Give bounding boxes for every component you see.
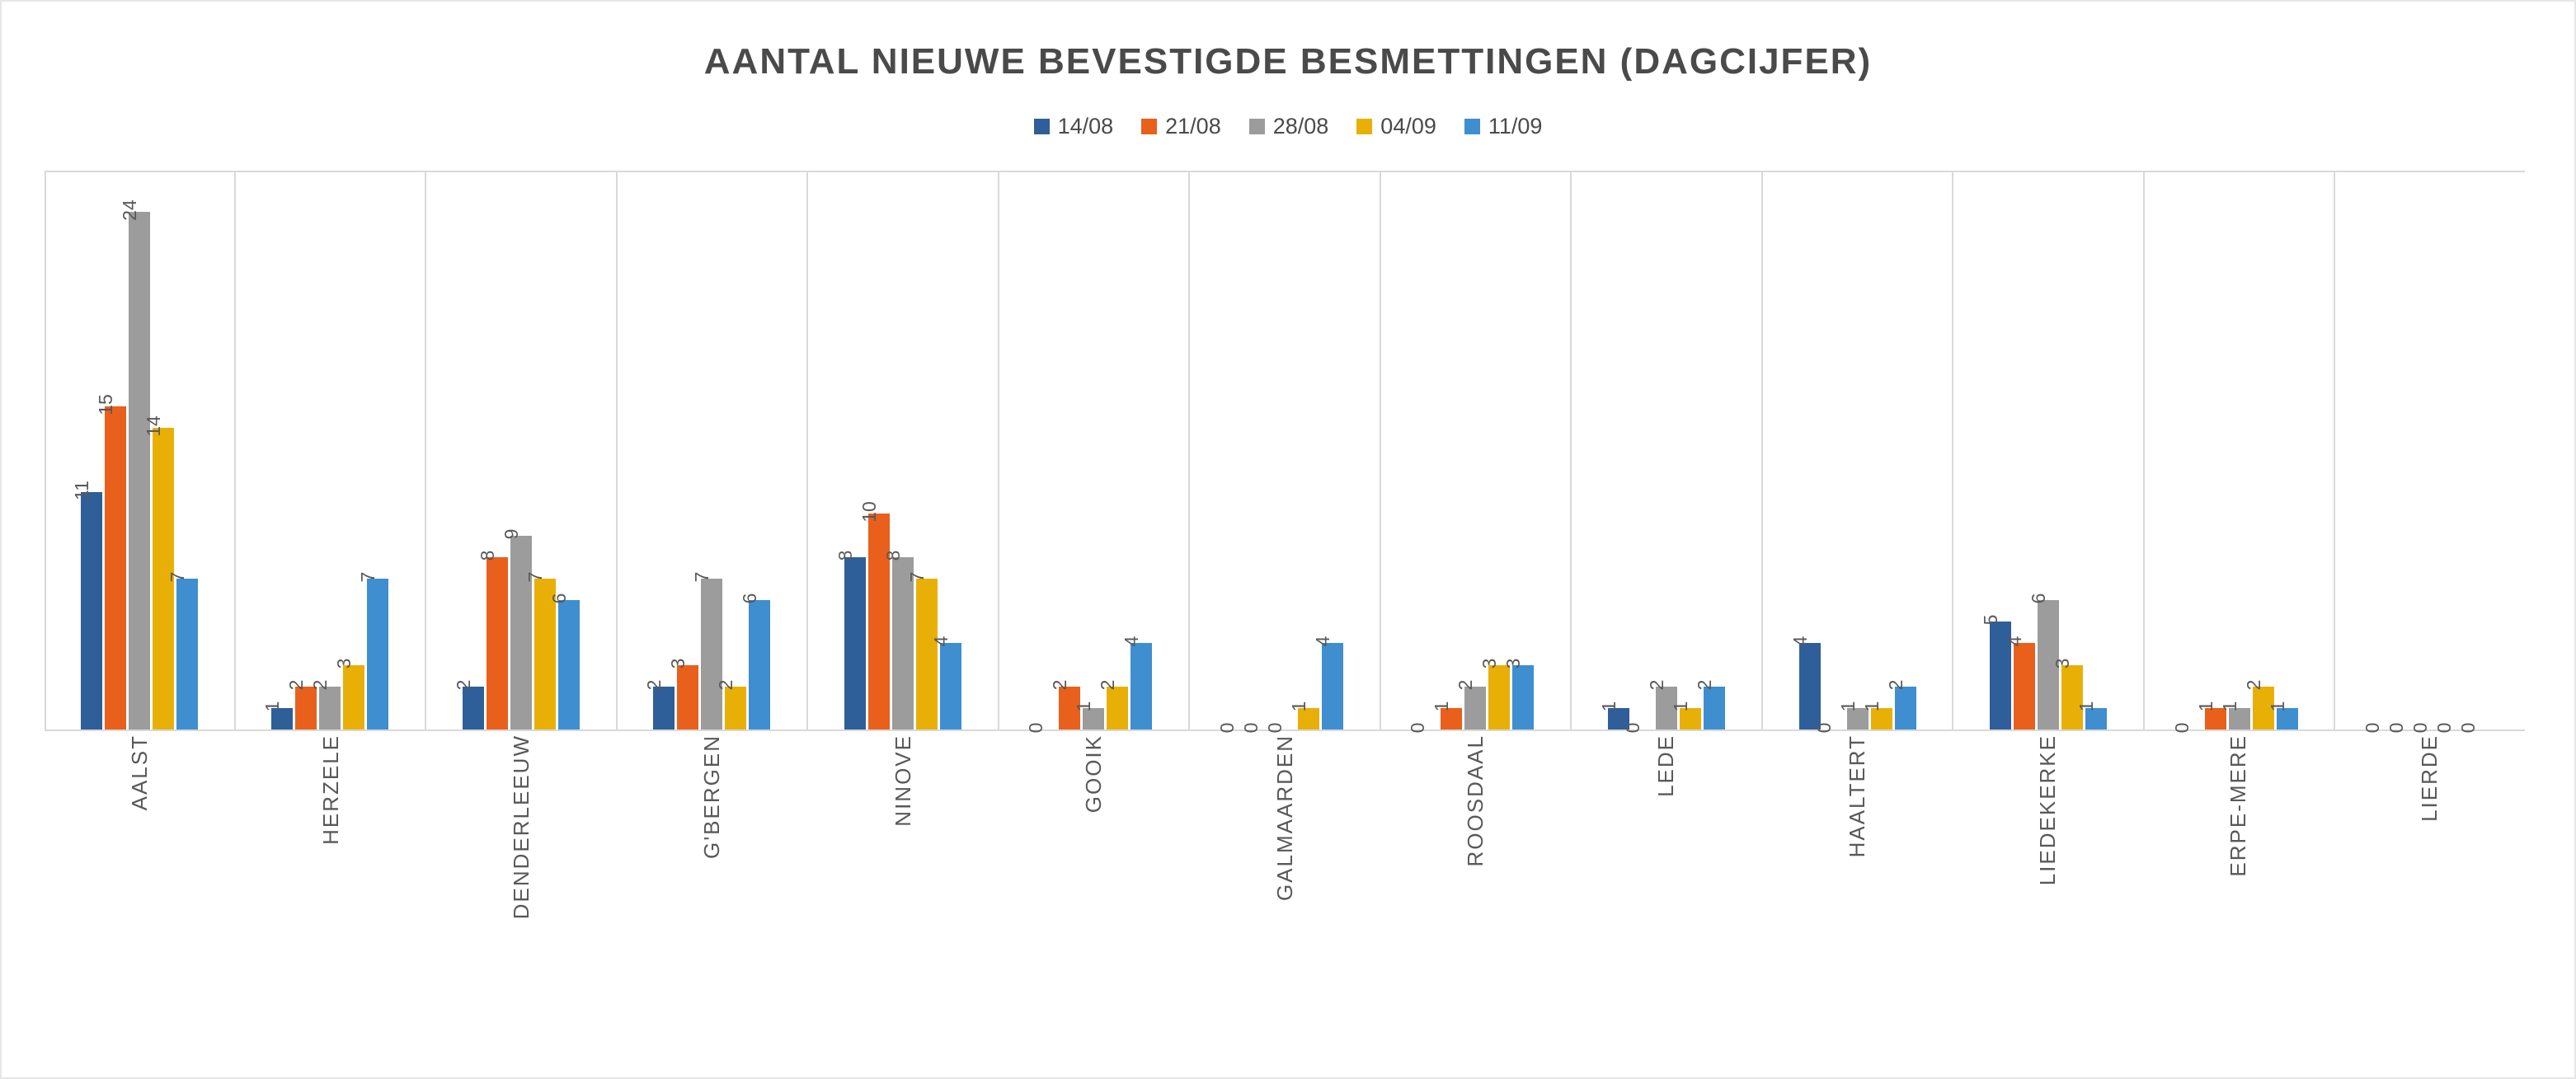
bar-value-label: 1: [2194, 701, 2216, 712]
bar-slot: [1478, 172, 1510, 729]
bar[interactable]: [940, 643, 961, 729]
bar-value-label: 7: [691, 571, 713, 583]
bar-value-label: 0: [1215, 722, 1238, 734]
bar[interactable]: [749, 600, 770, 729]
bar-slot: [500, 172, 532, 729]
bar-group-bars: [1980, 172, 2107, 729]
bar-group-bars: [1407, 172, 1534, 734]
legend-label: 28/08: [1272, 114, 1329, 138]
bar[interactable]: [367, 579, 388, 729]
bar-value-label: 1: [2266, 701, 2288, 712]
x-axis-label-cell: [808, 734, 999, 982]
bar-value-label: 24: [118, 199, 140, 222]
x-axis-label: GOOIK: [1081, 734, 1107, 814]
x-axis-label-cell: [1571, 734, 1761, 982]
bar-value-label: 7: [357, 571, 379, 583]
bar-value-label: 1: [2075, 701, 2098, 712]
bar-value-label: 0: [1025, 722, 1047, 734]
bar-slot: [524, 172, 556, 729]
bar-value-label: 6: [739, 593, 761, 604]
bar-slot: [309, 172, 341, 729]
bar[interactable]: [343, 665, 364, 729]
bar[interactable]: [1704, 687, 1725, 729]
bar[interactable]: [725, 687, 746, 729]
x-axis-label-cell: [2143, 734, 2334, 982]
bar-slot: [667, 172, 698, 729]
bar-slot: [452, 172, 484, 729]
bar-value-label: 1: [1598, 701, 1620, 712]
bar[interactable]: [892, 557, 914, 729]
bar[interactable]: [844, 557, 866, 729]
bar-value-label: 7: [524, 571, 546, 583]
bar-slot: [70, 172, 102, 729]
bar-slot: [2052, 172, 2083, 729]
bar-value-label: 7: [166, 571, 188, 583]
bar-group: [2335, 172, 2525, 734]
bar-value-label: 0: [2362, 722, 2384, 734]
bar-slot: [1215, 172, 1248, 734]
bar-group-bars: [261, 172, 388, 729]
bar-slot: [1836, 172, 1869, 729]
bar-slot: [1121, 172, 1152, 729]
bar-value-label: 2: [285, 679, 308, 691]
x-axis-label-cell: [235, 734, 425, 982]
bar-group-bars: [1789, 172, 1916, 734]
bar-group-bars: [70, 172, 198, 729]
bar-value-label: 3: [1478, 658, 1501, 669]
bar-slot: [1694, 172, 1725, 729]
bar[interactable]: [463, 687, 484, 729]
bar-slot: [1598, 172, 1629, 729]
bar[interactable]: [129, 212, 150, 729]
bar-slot: [118, 172, 150, 729]
bar-slot: [739, 172, 770, 729]
bar-slot: [881, 172, 914, 729]
bar-group: [236, 172, 427, 729]
bar-value-label: 3: [1502, 658, 1525, 669]
bar-value-label: 14: [142, 415, 164, 437]
bar[interactable]: [1512, 665, 1534, 729]
x-axis-label: AALST: [127, 734, 153, 811]
bar-slot: [1073, 172, 1104, 729]
bar-value-label: 0: [1263, 722, 1286, 734]
bar[interactable]: [319, 687, 341, 729]
bar-slot: [333, 172, 364, 729]
bar-slot: [1407, 172, 1438, 734]
bar-slot: [548, 172, 580, 729]
legend-swatch-icon: [1249, 119, 1265, 134]
x-axis-label-cell: [1953, 734, 2143, 982]
bar-slot: [2362, 172, 2393, 734]
bar-value-label: 2: [1884, 679, 1906, 691]
bar-value-label: 6: [2028, 593, 2050, 604]
legend-item[interactable]: [1249, 114, 1329, 139]
bar-value-label: 0: [1622, 722, 1644, 734]
bar-value-label: 0: [2457, 722, 2480, 734]
bar-value-label: 2: [715, 679, 737, 691]
bar[interactable]: [653, 687, 675, 729]
bar-value-label: 11: [70, 481, 92, 501]
bar-value-label: 1: [1860, 701, 1883, 712]
x-axis-labels: [45, 734, 2525, 982]
bar-slot: [2386, 172, 2417, 734]
legend-item[interactable]: [1356, 114, 1436, 139]
bar-slot: [715, 172, 746, 729]
bar[interactable]: [1895, 687, 1916, 729]
bar-slot: [2218, 172, 2250, 729]
x-axis-label: LIERDE: [2416, 734, 2442, 822]
bar-slot: [142, 172, 174, 729]
bar-group-bars: [1598, 172, 1725, 734]
bar-value-label: 2: [1646, 679, 1668, 691]
bar-slot: [94, 172, 126, 729]
bar-slot: [1431, 172, 1462, 729]
bar-slot: [1789, 172, 1821, 729]
x-axis-label: G'BERGEN: [699, 734, 725, 859]
x-axis-label: HERZELE: [317, 734, 343, 845]
bar[interactable]: [295, 687, 317, 729]
bar[interactable]: [487, 557, 508, 729]
legend-label: 21/08: [1165, 114, 1221, 138]
bar-value-label: 15: [94, 393, 116, 415]
bar-value-label: 2: [1097, 679, 1119, 691]
legend-item[interactable]: [1034, 114, 1114, 139]
bar-slot: [2075, 172, 2107, 729]
legend-swatch-icon: [1356, 119, 1372, 134]
bar-slot: [261, 172, 293, 729]
bar-slot: [2266, 172, 2298, 729]
bar-slot: [166, 172, 198, 729]
bar[interactable]: [677, 665, 698, 729]
bar[interactable]: [176, 579, 198, 729]
bar-value-label: 0: [2386, 722, 2408, 734]
chart-legend: [2, 114, 2574, 139]
bar[interactable]: [1464, 687, 1486, 729]
x-axis-label-cell: [617, 734, 807, 982]
bar[interactable]: [1107, 687, 1128, 729]
legend-swatch-icon: [1034, 119, 1050, 134]
bar-value-label: 5: [1980, 614, 2002, 626]
x-axis-label: GALMAARDEN: [1272, 734, 1297, 902]
bar-value-label: 2: [452, 679, 474, 691]
bar-slot: [1646, 172, 1677, 729]
bar-slot: [2170, 172, 2202, 734]
x-axis-label-cell: [1189, 734, 1380, 982]
bar-slot: [1622, 172, 1653, 734]
bar-value-label: 3: [667, 658, 689, 669]
bar-value-label: 2: [309, 679, 331, 691]
bar-value-label: 1: [1287, 701, 1309, 712]
bar-slot: [2004, 172, 2035, 729]
bar-slot: [1670, 172, 1701, 729]
bar-group-bars: [834, 172, 961, 729]
bar-group: [426, 172, 618, 729]
bar-slot: [1455, 172, 1486, 729]
x-axis-label-cell: [1762, 734, 1953, 982]
bar-slot: [357, 172, 388, 729]
bar-slot: [691, 172, 722, 729]
bar[interactable]: [701, 579, 722, 729]
x-axis-label-cell: [2334, 734, 2525, 982]
bar[interactable]: [1322, 643, 1343, 729]
bar-value-label: 0: [1407, 722, 1429, 734]
x-axis-label: ROOSDAAL: [1462, 734, 1488, 867]
bar[interactable]: [1131, 643, 1152, 729]
bar-value-label: 1: [1073, 701, 1095, 712]
bar[interactable]: [1488, 665, 1510, 729]
bar-value-label: 2: [1455, 679, 1477, 691]
x-axis-label-cell: [45, 734, 235, 982]
bar-value-label: 8: [834, 550, 856, 561]
bar[interactable]: [868, 514, 890, 729]
bar-value-label: 10: [858, 501, 880, 523]
bar-value-label: 4: [2004, 636, 2026, 647]
x-axis-label: ERPE-MERE: [2226, 734, 2251, 877]
bar-slot: [285, 172, 317, 729]
bar-slot: [1812, 172, 1845, 734]
bar-value-label: 1: [1670, 701, 1692, 712]
x-axis-label-cell: [1380, 734, 1571, 982]
bar[interactable]: [558, 600, 580, 729]
bar-group-bars: [2170, 172, 2298, 734]
bar-value-label: 0: [1239, 722, 1262, 734]
bar-value-label: 2: [2242, 679, 2264, 691]
bar[interactable]: [105, 406, 126, 729]
chart-title: AANTAL NIEUWE BEVESTIGDE BESMETTINGEN (DAGCIJFER): [703, 41, 1873, 82]
bar-slot: [1049, 172, 1080, 729]
bar-value-label: 2: [643, 679, 665, 691]
bar-group-bars: [1025, 172, 1152, 734]
bar-value-label: 1: [2218, 701, 2240, 712]
bar-value-label: 0: [1812, 722, 1835, 734]
bar-slot: [2194, 172, 2226, 729]
legend-swatch-icon: [1141, 119, 1157, 134]
legend-swatch-icon: [1464, 119, 1480, 134]
bar[interactable]: [916, 579, 938, 729]
bar-value-label: 4: [1311, 636, 1333, 647]
bar-value-label: 6: [548, 593, 570, 604]
bar-group: [2145, 172, 2336, 734]
bar-slot: [929, 172, 961, 729]
bar-value-label: 9: [500, 528, 522, 540]
bar-slot: [1502, 172, 1534, 729]
bar-slot: [858, 172, 890, 729]
bar-slot: [2433, 172, 2465, 734]
bar-slot: [1884, 172, 1916, 729]
legend-item[interactable]: [1464, 114, 1543, 139]
x-axis-label-cell: [426, 734, 617, 982]
bar-group: [1572, 172, 1763, 734]
bar-value-label: 2: [1694, 679, 1716, 691]
x-axis-label: NINOVE: [890, 734, 915, 827]
bar-slot: [1239, 172, 1272, 734]
bar-slot: [2242, 172, 2274, 729]
x-axis-label: HAALTERT: [1844, 734, 1869, 858]
bar-slot: [2409, 172, 2441, 734]
legend-label: 11/09: [1488, 114, 1543, 138]
bar-group-bars: [2362, 172, 2489, 734]
bar-value-label: 2: [1049, 679, 1071, 691]
bar-value-label: 4: [929, 636, 952, 647]
bar-value-label: 3: [333, 658, 355, 669]
x-axis-label: DENDERLEEUW: [508, 734, 534, 920]
bar-value-label: 1: [1836, 701, 1859, 712]
bar-value-label: 3: [2052, 658, 2074, 669]
bar-value-label: 8: [881, 550, 904, 561]
bar-value-label: 1: [1431, 701, 1453, 712]
bar-slot: [1311, 172, 1343, 729]
bar-slot: [834, 172, 866, 729]
bar-slot: [643, 172, 675, 729]
bar-value-label: 8: [476, 550, 498, 561]
x-axis-label: LEDE: [1653, 734, 1679, 797]
bar-slot: [476, 172, 508, 729]
bar-group-bars: [452, 172, 580, 729]
bar-group: [618, 172, 809, 729]
bar-value-label: 1: [261, 701, 284, 712]
bar-value-label: 4: [1121, 636, 1143, 647]
plot-area: [45, 171, 2525, 920]
x-axis-label-cell: [999, 734, 1189, 982]
bar[interactable]: [81, 492, 102, 729]
bar-group: [1190, 172, 1381, 734]
bar-value-label: 0: [2170, 722, 2193, 734]
plot-bars: [45, 171, 2525, 734]
bar-group-bars: [643, 172, 770, 729]
legend-label: 04/09: [1380, 114, 1436, 138]
bar-value-label: 0: [2433, 722, 2456, 734]
bar-slot: [1860, 172, 1892, 729]
bar[interactable]: [1799, 643, 1821, 729]
x-axis-label: LIEDEKERKE: [2035, 734, 2061, 886]
bar[interactable]: [2014, 643, 2035, 729]
bar-slot: [1263, 172, 1295, 734]
bar-slot: [2457, 172, 2489, 734]
legend-item[interactable]: [1141, 114, 1221, 139]
bar[interactable]: [2061, 665, 2083, 729]
bar-value-label: 0: [2409, 722, 2432, 734]
bar-value-label: 7: [905, 571, 928, 583]
bar-group: [1381, 172, 1572, 734]
bar-group: [45, 172, 236, 729]
bar[interactable]: [510, 536, 532, 729]
bar-value-label: 4: [1789, 636, 1811, 647]
bar-slot: [1025, 172, 1056, 734]
bar-group: [1763, 172, 1954, 734]
legend-label: 14/08: [1057, 114, 1114, 138]
bar-slot: [2028, 172, 2059, 729]
bar-group: [808, 172, 999, 729]
bar-group: [999, 172, 1191, 734]
bar-group: [1953, 172, 2145, 729]
bar-group-bars: [1215, 172, 1343, 734]
